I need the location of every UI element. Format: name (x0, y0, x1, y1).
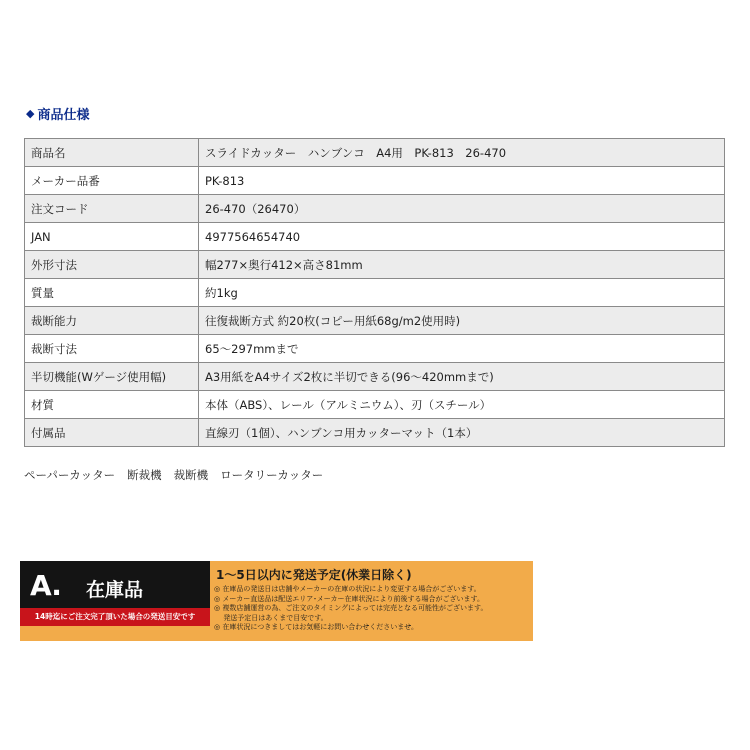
spec-value: 往復裁断方式 約20枚(コピー用紙68g/m2使用時) (199, 307, 725, 335)
shipping-note: ◎ 複数店舗運営の為、ご注文のタイミングによっては完売となる可能性がございます。 (214, 604, 488, 613)
spec-row (25, 223, 725, 251)
spec-label: 付属品 (25, 419, 199, 447)
spec-label: 裁断寸法 (25, 335, 199, 363)
spec-table (24, 138, 725, 447)
stock-label-block (20, 561, 210, 608)
spec-value: 直線刃（1個）、ハンブンコ用カッターマット（1本） (199, 419, 725, 447)
shipping-note: ◎ 在庫状況につきましてはお気軽にお問い合わせくださいませ。 (214, 623, 418, 632)
spec-row (25, 167, 725, 195)
spec-value: A3用紙をA4サイズ2枚に半切できる(96～420mmまで) (199, 363, 725, 391)
spec-label: 外形寸法 (25, 251, 199, 279)
section-heading-text: 商品仕様 (37, 108, 90, 123)
spec-value: スライドカッター ハンブンコ A4用 PK-813 26-470 (199, 139, 725, 167)
related-keyword[interactable]: ペーパーカッター (24, 468, 116, 482)
spec-row (25, 307, 725, 335)
spec-row (25, 335, 725, 363)
spec-label: 商品名 (25, 139, 199, 167)
spec-value: 約1kg (199, 279, 725, 307)
spec-label: メーカー品番 (25, 167, 199, 195)
spec-label: JAN (25, 223, 199, 251)
stock-label: 在庫品 (86, 579, 144, 601)
shipping-notes (214, 585, 488, 633)
spec-label: 材質 (25, 391, 199, 419)
spec-value: 26-470（26470） (199, 195, 725, 223)
shipping-note: 発送予定日はあくまで目安です。 (214, 613, 328, 622)
spec-value: 65～297mmまで (199, 335, 725, 363)
shipping-estimate-title: 1～5日以内に発送予定(休業日除く) (216, 568, 412, 582)
spec-label: 半切機能(Wゲージ使用幅) (25, 363, 199, 391)
spec-row (25, 363, 725, 391)
spec-value: 幅277×奥行412×高さ81mm (199, 251, 725, 279)
order-deadline-note: 14時迄にご注文完了頂いた場合の発送目安です (20, 608, 210, 626)
spec-label: 注文コード (25, 195, 199, 223)
spec-row (25, 419, 725, 447)
spec-value: PK-813 (199, 167, 725, 195)
shipping-note: ◎ 在庫品の発送日は店舗やメーカーの在庫の状況により変更する場合がございます。 (214, 585, 481, 593)
stock-rank-letter: A. (30, 569, 61, 602)
related-keyword[interactable]: 断裁機 (127, 468, 162, 482)
related-keyword[interactable]: 裁断機 (173, 468, 209, 482)
spec-row (25, 139, 725, 167)
spec-value: 本体（ABS）、レール（アルミニウム）、刃（スチール） (199, 391, 725, 419)
spec-row (25, 251, 725, 279)
spec-row (25, 391, 725, 419)
related-keyword[interactable]: ロータリーカッター (220, 468, 324, 482)
section-heading (26, 104, 89, 123)
diamond-bullet-icon: ◆ (26, 107, 35, 120)
spec-value: 4977564654740 (199, 223, 725, 251)
spec-row (25, 279, 725, 307)
related-keywords (24, 467, 323, 483)
spec-row (25, 195, 725, 223)
spec-label: 裁断能力 (25, 307, 199, 335)
spec-label: 質量 (25, 279, 199, 307)
shipping-note: ◎ メーカー直送品は配送エリア･メーカー在庫状況により前後する場合がございます。 (214, 594, 484, 603)
shipping-banner (20, 561, 533, 641)
